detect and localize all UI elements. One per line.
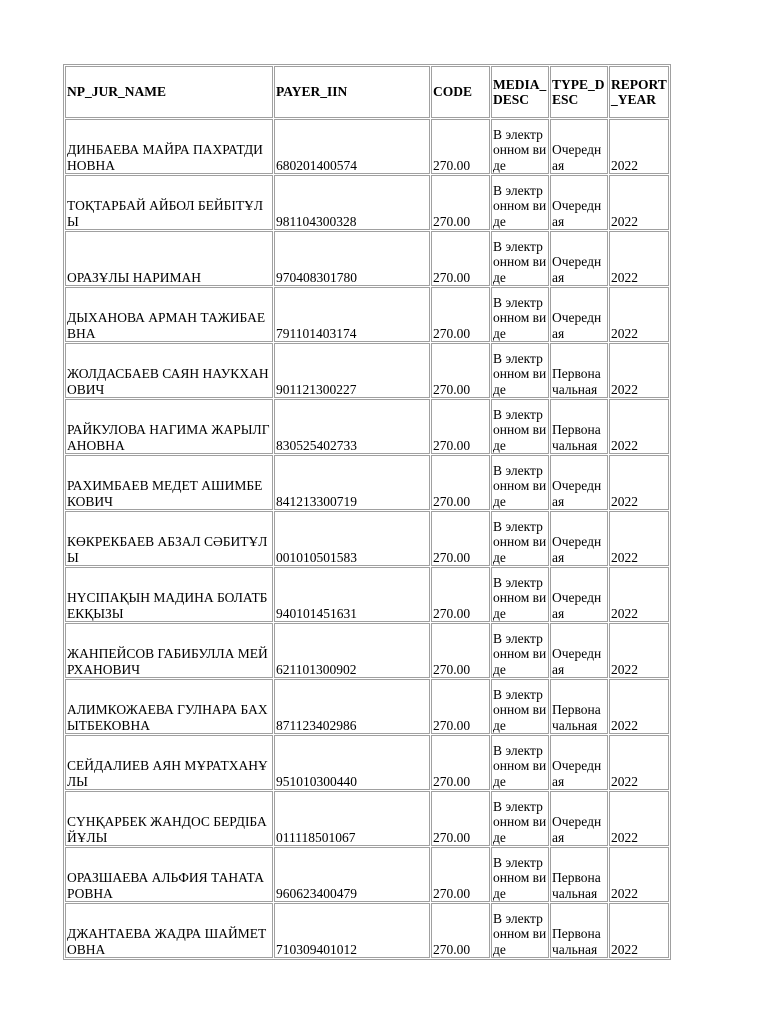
cell-type-desc: Очередная — [550, 735, 608, 790]
table-row — [65, 343, 669, 398]
table-row — [65, 847, 669, 902]
cell-type-desc: Очередная — [550, 119, 608, 174]
table-row — [65, 231, 669, 286]
cell-report-year: 2022 — [609, 679, 669, 734]
table-row — [65, 567, 669, 622]
cell-type-desc: Первоначальная — [550, 343, 608, 398]
cell-payer-iin: 011118501067 — [274, 791, 430, 846]
cell-media-desc: В электронном виде — [491, 791, 549, 846]
cell-type-desc: Первоначальная — [550, 847, 608, 902]
cell-type-desc: Очередная — [550, 455, 608, 510]
cell-payer-iin: 871123402986 — [274, 679, 430, 734]
cell-np-jur-name: НҮСІПАҚЫН МАДИНА БОЛАТБЕКҚЫЗЫ — [65, 567, 273, 622]
cell-payer-iin: 940101451631 — [274, 567, 430, 622]
cell-payer-iin: 830525402733 — [274, 399, 430, 454]
cell-np-jur-name: ЖОЛДАСБАЕВ САЯН НАУКХАНОВИЧ — [65, 343, 273, 398]
table-row — [65, 511, 669, 566]
cell-np-jur-name: КӨКРЕКБАЕВ АБЗАЛ СӘБИТҰЛЫ — [65, 511, 273, 566]
document-page — [63, 64, 671, 960]
cell-type-desc: Очередная — [550, 567, 608, 622]
table-row — [65, 903, 669, 958]
cell-report-year: 2022 — [609, 343, 669, 398]
cell-code: 270.00 — [431, 623, 490, 678]
cell-code: 270.00 — [431, 455, 490, 510]
cell-report-year: 2022 — [609, 791, 669, 846]
cell-payer-iin: 791101403174 — [274, 287, 430, 342]
cell-report-year: 2022 — [609, 903, 669, 958]
cell-type-desc: Очередная — [550, 623, 608, 678]
cell-report-year: 2022 — [609, 511, 669, 566]
cell-report-year: 2022 — [609, 567, 669, 622]
cell-np-jur-name: АЛИМКОЖАЕВА ГУЛНАРА БАХЫТБЕКОВНА — [65, 679, 273, 734]
table-row — [65, 455, 669, 510]
cell-media-desc: В электронном виде — [491, 231, 549, 286]
cell-payer-iin: 960623400479 — [274, 847, 430, 902]
table-header — [65, 66, 669, 118]
cell-type-desc: Очередная — [550, 287, 608, 342]
cell-code: 270.00 — [431, 343, 490, 398]
cell-report-year: 2022 — [609, 455, 669, 510]
table-row — [65, 791, 669, 846]
cell-np-jur-name: РАХИМБАЕВ МЕДЕТ АШИМБЕКОВИЧ — [65, 455, 273, 510]
table-row — [65, 399, 669, 454]
cell-payer-iin: 001010501583 — [274, 511, 430, 566]
cell-np-jur-name: ДИНБАЕВА МАЙРА ПАХРАТДИНОВНА — [65, 119, 273, 174]
cell-code: 270.00 — [431, 567, 490, 622]
taxpayer-report-table — [63, 64, 671, 960]
cell-media-desc: В электронном виде — [491, 567, 549, 622]
cell-report-year: 2022 — [609, 847, 669, 902]
cell-media-desc: В электронном виде — [491, 455, 549, 510]
cell-np-jur-name: ТОҚТАРБАЙ АЙБОЛ БЕЙБІТҰЛЫ — [65, 175, 273, 230]
cell-code: 270.00 — [431, 119, 490, 174]
cell-report-year: 2022 — [609, 231, 669, 286]
header-np-jur-name: NP_JUR_NAME — [65, 66, 273, 118]
cell-media-desc: В электронном виде — [491, 119, 549, 174]
cell-np-jur-name: ЖАНПЕЙСОВ ГАБИБУЛЛА МЕЙРХАНОВИЧ — [65, 623, 273, 678]
cell-payer-iin: 901121300227 — [274, 343, 430, 398]
cell-payer-iin: 621101300902 — [274, 623, 430, 678]
cell-code: 270.00 — [431, 791, 490, 846]
cell-report-year: 2022 — [609, 119, 669, 174]
table-row — [65, 735, 669, 790]
cell-payer-iin: 841213300719 — [274, 455, 430, 510]
cell-code: 270.00 — [431, 175, 490, 230]
cell-media-desc: В электронном виде — [491, 679, 549, 734]
cell-type-desc: Очередная — [550, 175, 608, 230]
cell-media-desc: В электронном виде — [491, 623, 549, 678]
cell-media-desc: В электронном виде — [491, 175, 549, 230]
header-payer-iin: PAYER_IIN — [274, 66, 430, 118]
cell-np-jur-name: РАЙКУЛОВА НАГИМА ЖАРЫЛГАНОВНА — [65, 399, 273, 454]
cell-report-year: 2022 — [609, 623, 669, 678]
table-row — [65, 287, 669, 342]
cell-np-jur-name: ОРАЗШАЕВА АЛЬФИЯ ТАНАТАРОВНА — [65, 847, 273, 902]
cell-payer-iin: 710309401012 — [274, 903, 430, 958]
cell-type-desc: Очередная — [550, 791, 608, 846]
cell-code: 270.00 — [431, 231, 490, 286]
cell-media-desc: В электронном виде — [491, 903, 549, 958]
cell-code: 270.00 — [431, 847, 490, 902]
cell-type-desc: Первоначальная — [550, 679, 608, 734]
table-row — [65, 119, 669, 174]
cell-np-jur-name: СЕЙДАЛИЕВ АЯН МҰРАТХАНҰЛЫ — [65, 735, 273, 790]
cell-media-desc: В электронном виде — [491, 735, 549, 790]
cell-code: 270.00 — [431, 679, 490, 734]
cell-code: 270.00 — [431, 903, 490, 958]
header-code: CODE — [431, 66, 490, 118]
table-row — [65, 623, 669, 678]
cell-media-desc: В электронном виде — [491, 847, 549, 902]
header-media-desc: MEDIA_DESC — [491, 66, 549, 118]
cell-np-jur-name: СҮНҚАРБЕК ЖАНДОС БЕРДІБАЙҰЛЫ — [65, 791, 273, 846]
cell-report-year: 2022 — [609, 287, 669, 342]
header-row — [65, 66, 669, 118]
cell-report-year: 2022 — [609, 399, 669, 454]
cell-np-jur-name: ОРАЗҰЛЫ НАРИМАН — [65, 231, 273, 286]
cell-media-desc: В электронном виде — [491, 343, 549, 398]
cell-np-jur-name: ДЖАНТАЕВА ЖАДРА ШАЙМЕТОВНА — [65, 903, 273, 958]
cell-payer-iin: 970408301780 — [274, 231, 430, 286]
header-report-year: REPORT_YEAR — [609, 66, 669, 118]
table-row — [65, 175, 669, 230]
cell-media-desc: В электронном виде — [491, 511, 549, 566]
cell-type-desc: Очередная — [550, 511, 608, 566]
cell-code: 270.00 — [431, 399, 490, 454]
cell-type-desc: Первоначальная — [550, 903, 608, 958]
cell-media-desc: В электронном виде — [491, 287, 549, 342]
cell-payer-iin: 680201400574 — [274, 119, 430, 174]
cell-type-desc: Очередная — [550, 231, 608, 286]
cell-media-desc: В электронном виде — [491, 399, 549, 454]
cell-type-desc: Первоначальная — [550, 399, 608, 454]
table-row — [65, 679, 669, 734]
cell-payer-iin: 951010300440 — [274, 735, 430, 790]
cell-report-year: 2022 — [609, 175, 669, 230]
header-type-desc: TYPE_DESC — [550, 66, 608, 118]
cell-code: 270.00 — [431, 511, 490, 566]
cell-code: 270.00 — [431, 287, 490, 342]
cell-np-jur-name: ДЫХАНОВА АРМАН ТАЖИБАЕВНА — [65, 287, 273, 342]
table-body — [65, 119, 669, 958]
cell-report-year: 2022 — [609, 735, 669, 790]
cell-code: 270.00 — [431, 735, 490, 790]
cell-payer-iin: 981104300328 — [274, 175, 430, 230]
